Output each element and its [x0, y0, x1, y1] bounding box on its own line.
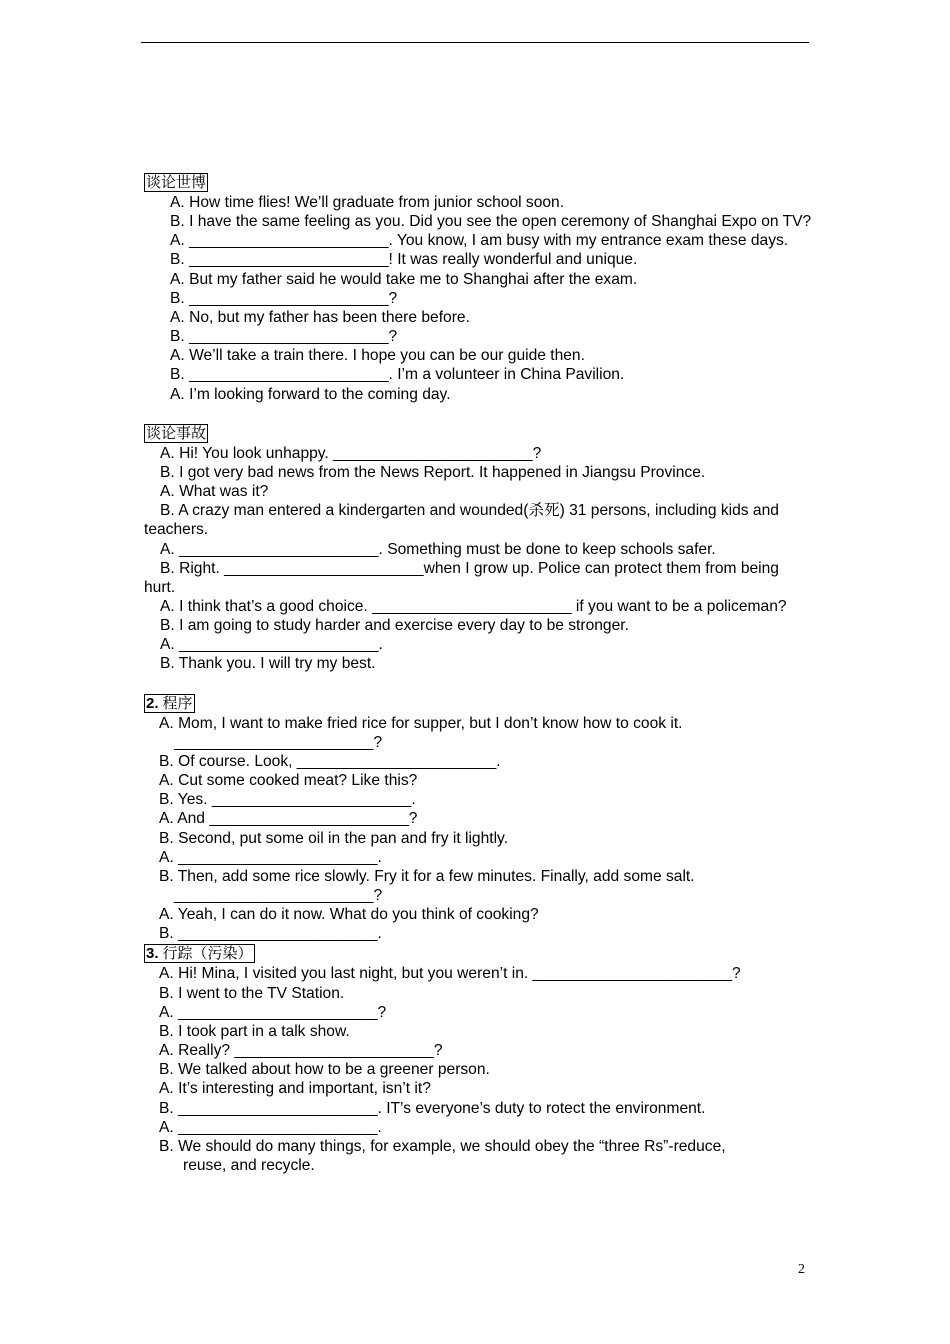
section-title: 谈论事故	[146, 423, 207, 442]
dialogue-line: B. _______________________?	[170, 289, 398, 307]
dialogue-line: B. Right. _______________________when I grow up. Police can protect them from being hurt.	[144, 559, 784, 596]
dialogue-line: B. _______________________! It was really wonderful and unique.	[170, 251, 638, 269]
section-gap	[144, 404, 814, 423]
section-whereabouts	[144, 943, 814, 1175]
dialogue-line: B. I took part in a talk show.	[159, 1022, 350, 1040]
dialogue-line: A. How time flies! We’ll graduate from junior school soon.	[170, 194, 565, 211]
section-number: 2.	[146, 694, 159, 712]
dialogue-line: B. Second, put some oil in the pan and fry it lightly.	[159, 829, 509, 847]
dialogue-line: B. _______________________.	[159, 925, 382, 943]
dialogue-line: B. We talked about how to be a greener person.	[159, 1061, 490, 1079]
dialogue-line: A. _______________________.	[159, 848, 382, 866]
dialogue-line: A. Hi! You look unhappy. _______________________?	[160, 444, 542, 462]
section-expo	[144, 172, 814, 404]
dialogue-line: B. We should do many things, for example, we should obey the “three Rs”-reduce,	[159, 1137, 726, 1155]
dialogue-line: _______________________?	[174, 733, 383, 751]
dialogue-line: _______________________?	[174, 887, 383, 904]
dialogue-line: A. It’s interesting and important, isn’t it?	[159, 1080, 431, 1098]
dialogue-line: B. _______________________. IT’s everyone’s duty to rotect the environment.	[159, 1099, 706, 1117]
section-gap	[144, 674, 814, 693]
document-body	[144, 172, 814, 1175]
dialogue-line: A. And _______________________?	[159, 810, 418, 828]
section-title: 谈论世博	[146, 173, 207, 191]
dialogue-line: A. _______________________.	[159, 1118, 382, 1136]
section-procedure	[144, 693, 814, 944]
section-title: 2. 程序	[146, 693, 193, 712]
dialogue-line: A. Really? _______________________?	[159, 1042, 443, 1060]
dialogue-line: A. What was it?	[160, 483, 269, 501]
dialogue-line: A. I think that’s a good choice. _______________________ if you want to be a policeman?	[160, 597, 787, 615]
dialogue-line: B. I am going to study harder and exercise every day to be stronger.	[160, 617, 629, 635]
dialogue-line: reuse, and recycle.	[183, 1157, 315, 1175]
dialogue-line: A. _______________________.	[160, 636, 383, 654]
dialogue-line: B. Of course. Look, _______________________.	[159, 752, 501, 770]
dialogue-line: B. A crazy man entered a kindergarten and wounded(杀死) 31 persons, including kids and teachers.	[144, 502, 784, 539]
dialogue-line: B. Then, add some rice slowly. Fry it for a few minutes. Finally, add some salt.	[159, 867, 695, 885]
dialogue-line: A. We’ll take a train there. I hope you can be our guide then.	[170, 347, 585, 365]
dialogue-line: B. Thank you. I will try my best.	[160, 655, 376, 673]
section-number: 3.	[146, 945, 159, 963]
dialogue-line: B. I have the same feeling as you. Did you see the open ceremony of Shanghai Expo on TV?	[170, 213, 812, 231]
dialogue-line: A. I’m looking forward to the coming day.	[170, 385, 451, 403]
dialogue-line: A. Yeah, I can do it now. What do you think of cooking?	[159, 906, 539, 924]
dialogue-line: A. _______________________. Something must be done to keep schools safer.	[160, 540, 716, 558]
dialogue-line: A. _______________________. You know, I am busy with my entrance exam these days.	[170, 232, 789, 250]
dialogue-line: A. _______________________?	[159, 1003, 387, 1021]
dialogue-line: A. Mom, I want to make fried rice for supper, but I don’t know how to cook it.	[159, 714, 683, 732]
dialogue-line: B. _______________________?	[170, 328, 398, 346]
dialogue-line: B. _______________________. I’m a volunteer in China Pavilion.	[170, 366, 625, 384]
dialogue-line: B. I got very bad news from the News Report. It happened in Jiangsu Province.	[160, 463, 706, 481]
page-number: 2	[798, 1262, 805, 1277]
section-accident	[144, 423, 814, 674]
header-rule	[141, 42, 809, 43]
dialogue-line: A. No, but my father has been there before.	[170, 308, 470, 326]
dialogue-line: B. I went to the TV Station.	[159, 984, 345, 1002]
section-title: 3. 行踪（污染）	[146, 944, 253, 963]
dialogue-line: A. Cut some cooked meat? Like this?	[159, 772, 418, 790]
dialogue-line: A. But my father said he would take me to Shanghai after the exam.	[170, 270, 638, 288]
dialogue-line: B. Yes. _______________________.	[159, 791, 416, 809]
dialogue-line: A. Hi! Mina, I visited you last night, but you weren’t in. _______________________?	[159, 965, 741, 983]
